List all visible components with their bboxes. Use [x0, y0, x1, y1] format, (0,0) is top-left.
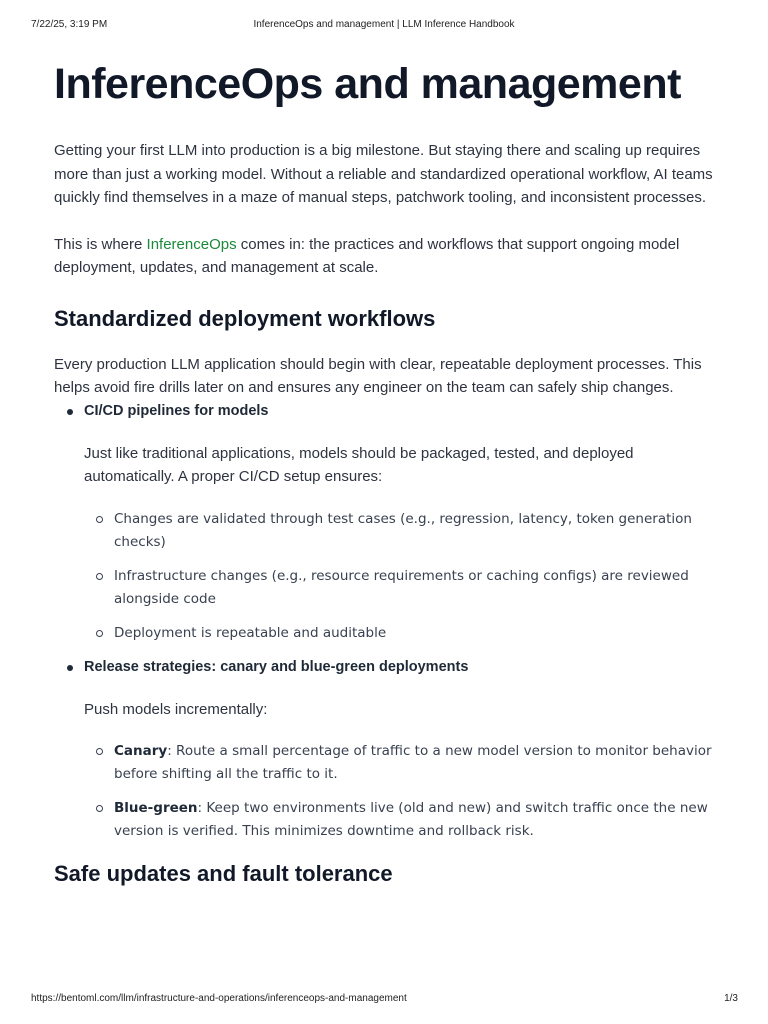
bullet-body-release-strategies: Push models incrementally:: [84, 700, 268, 718]
bullet-body-cicd: Just like traditional applications, models should be packaged, tested, and deployed automatically. A proper CI/CD setup ensures:: [84, 444, 634, 485]
print-date: 7/22/25, 3:19 PM: [31, 19, 108, 30]
inferenceops-paragraph: [54, 233, 718, 280]
section-heading-safe-updates: Safe updates and fault tolerance: [54, 861, 393, 886]
sub-item-infrastructure: [84, 565, 718, 611]
intro-paragraph: Getting your first LLM into production is a big milestone. But staying there and scaling up requires more than just a working model. Without a reliable and standardized operational workflow, AI teams quickly find themselves in a maze of manual steps, patchwork tooling, and inconsistent processes.: [54, 142, 713, 206]
sub-item-term-blue-green: Blue-green: [114, 800, 198, 816]
print-page-number: 1/3: [724, 993, 738, 1004]
bullet-circle-icon: [96, 748, 103, 755]
inferenceops-link[interactable]: InferenceOps: [146, 235, 237, 253]
section-paragraph-deployment-workflows: Every production LLM application should begin with clear, repeatable deployment processes. This helps avoid fire drills later on and ensures any engineer on the team can safely ship changes.: [54, 355, 702, 396]
bullet-circle-icon: [96, 805, 103, 812]
bullet-item-cicd: [54, 400, 718, 645]
paragraph-text-after-link: comes in: the practices and workflows that support ongoing model deployment, updates, and management at scale.: [54, 235, 680, 276]
cicd-sub-list: [84, 508, 718, 645]
bullet-item-release-strategies: [54, 656, 718, 844]
sub-item-text: : Route a small percentage of traffic to a new model version to monitor behavior before shifting all the traffic to it.: [114, 743, 712, 782]
bullet-disc-icon: [67, 665, 73, 671]
sub-item-canary: [84, 740, 718, 786]
deployment-bullet-list: [54, 400, 718, 844]
bullet-circle-icon: [96, 516, 103, 523]
print-url: https://bentoml.com/llm/infrastructure-and-operations/inferenceops-and-management: [31, 993, 407, 1004]
print-header: [0, 19, 768, 33]
bullet-title-cicd: CI/CD pipelines for models: [84, 402, 269, 419]
print-footer: [0, 993, 768, 1007]
release-sub-list: [84, 740, 718, 843]
sub-item-text: Deployment is repeatable and auditable: [114, 624, 387, 641]
sub-item-blue-green: [84, 797, 718, 843]
sub-item-repeatable: [84, 622, 718, 645]
sub-item-term-canary: Canary: [114, 743, 168, 759]
bullet-title-release-strategies: Release strategies: canary and blue-green deployments: [84, 658, 469, 675]
bullet-disc-icon: [67, 409, 73, 415]
print-page-title: InferenceOps and management | LLM Inference Handbook: [253, 19, 515, 30]
sub-item-test-cases: [84, 508, 718, 554]
page-title: InferenceOps and management: [54, 60, 681, 108]
bullet-circle-icon: [96, 630, 103, 637]
section-heading-deployment-workflows: Standardized deployment workflows: [54, 305, 436, 331]
article-content: [54, 58, 718, 889]
bullet-circle-icon: [96, 573, 103, 580]
sub-item-text: : Keep two environments live (old and new) and switch traffic once the new version is verified. This minimizes downtime and rollback risk.: [114, 800, 708, 839]
paragraph-text-before-link: This is where: [54, 235, 147, 253]
sub-item-text: Changes are validated through test cases (e.g., regression, latency, token generation checks): [114, 510, 692, 550]
sub-item-text: Infrastructure changes (e.g., resource requirements or caching configs) are reviewed alongside code: [114, 567, 689, 607]
